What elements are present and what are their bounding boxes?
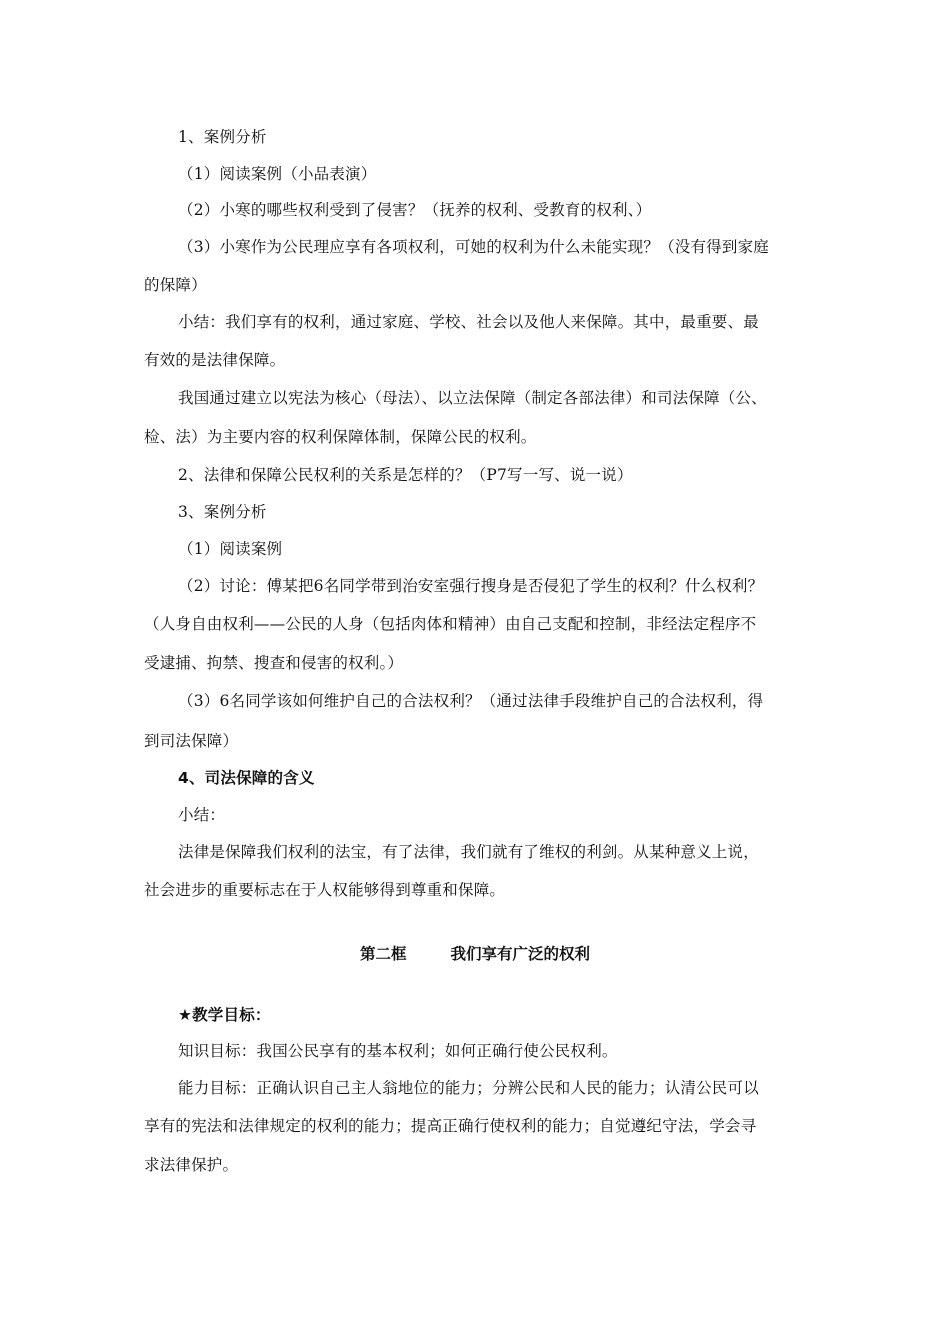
section-title: [0, 944, 950, 964]
goal-line: 享有的宪法和法律规定的权利的能力；提高正确行使权利的能力；自觉遵纪守法，学会寻: [144, 1117, 757, 1135]
summary-line: 法律是保障我们权利的法宝，有了法律，我们就有了维权的利剑。从某种意义上说，: [178, 843, 759, 861]
heading-judicial-guarantee: 4、司法保障的含义: [178, 769, 315, 787]
paragraph-line: 受逮捕、拘禁、搜查和侵害的权利。）: [144, 654, 404, 672]
paragraph-line: （3）6名同学该如何维护自己的合法权利？（通过法律手段维护自己的合法权利，得: [178, 692, 764, 710]
teaching-goals-heading: ★教学目标：: [178, 1006, 271, 1024]
heading-case-analysis-1: 1、案例分析: [178, 128, 267, 146]
summary-line: 社会进步的重要标志在于人权能够得到尊重和保障。: [144, 881, 506, 899]
paragraph-line: （2）小寒的哪些权利受到了侵害？（抚养的权利、受教育的权利、）: [178, 201, 652, 219]
summary-label: 小结：: [178, 806, 226, 824]
summary-line: 有效的是法律保障。: [144, 351, 286, 369]
question-line: 2、法律和保障公民权利的关系是怎样的？（P7写一写、说一说）: [178, 466, 633, 484]
paragraph-line: （2）讨论：傅某把6名同学带到治安室强行搜身是否侵犯了学生的权利？什么权利？: [178, 577, 764, 595]
paragraph-line: 到司法保障）: [144, 732, 239, 750]
heading-case-analysis-3: 3、案例分析: [178, 503, 267, 521]
goal-line: 求法律保护。: [144, 1156, 239, 1174]
paragraph-line: （1）阅读案例（小品表演）: [178, 165, 377, 183]
section-title-part2: 我们享有广泛的权利: [450, 945, 591, 963]
section-title-part1: 第二框: [359, 945, 407, 963]
paragraph-line: 检、法）为主要内容的权利保障体制，保障公民的权利。: [144, 428, 537, 446]
goal-line: 知识目标：我国公民享有的基本权利；如何正确行使公民权利。: [178, 1042, 618, 1060]
paragraph-line: 我国通过建立以宪法为核心（母法）、以立法保障（制定各部法律）和司法保障（公、: [178, 389, 767, 407]
summary-line: 小结：我们享有的权利，通过家庭、学校、社会以及他人来保障。其中，最重要、最: [178, 313, 759, 331]
paragraph-line: （3）小寒作为公民理应享有各项权利，可她的权利为什么未能实现？（没有得到家庭: [178, 238, 769, 256]
paragraph-line: （1）阅读案例: [178, 540, 283, 558]
paragraph-line: 的保障）: [144, 276, 207, 294]
goal-line: 能力目标：正确认识自己主人翁地位的能力；分辨公民和人民的能力；认清公民可以: [178, 1079, 759, 1097]
paragraph-line: （人身自由权利——公民的人身（包括肉体和精神）由自己支配和控制，非经法定程序不: [144, 615, 757, 633]
